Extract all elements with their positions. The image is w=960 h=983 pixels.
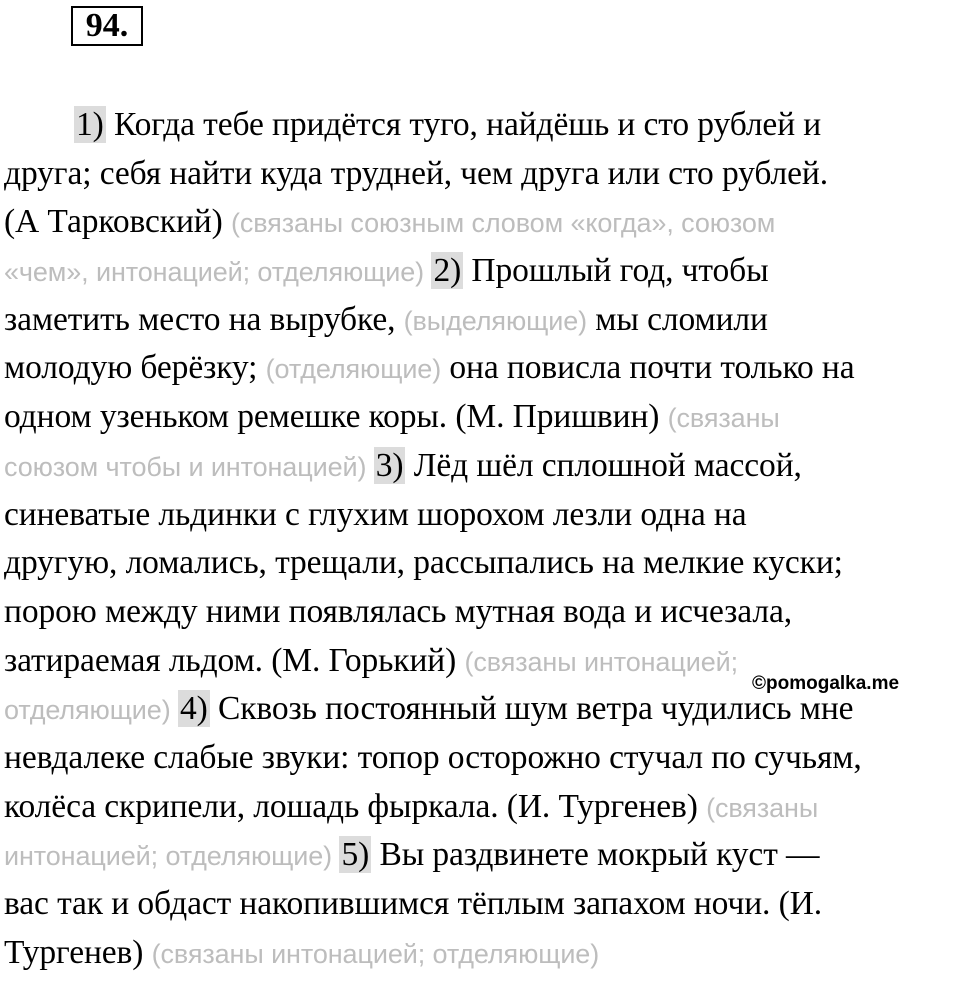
sentence-text: синеватые льдинки с глухим шорохом лезли одна на — [4, 495, 747, 533]
text-line — [4, 831, 958, 880]
sentence-text: (А Тарковский) — [4, 203, 231, 241]
sentence-number: 2) — [433, 252, 462, 290]
grammar-note: отделяющие) — [4, 695, 178, 726]
grammar-note: (связаны интонацией; отделяющие) — [151, 938, 600, 969]
sentence-text: Сквозь постоянный шум ветра чудились мне — [209, 690, 854, 728]
text-line — [4, 393, 958, 442]
text-line — [4, 734, 958, 783]
sentence-text: колёса скрипели, лошадь фыркала. (И. Тургенев) — [4, 787, 707, 825]
text-line — [4, 150, 958, 199]
text-line — [4, 247, 958, 296]
sentence-text: невдалеке слабые звуки: топор осторожно стучал по сучьям, — [4, 738, 862, 776]
sentence-text: мы сломили — [587, 300, 768, 338]
task-number-box — [71, 6, 143, 46]
text-line — [4, 588, 958, 637]
sentence-text: порою между ними появлялась мутная вода и исчезала, — [4, 592, 793, 630]
text-line — [4, 198, 958, 247]
sentence-text: одном узеньком ремешке коры. (М. Пришвин) — [4, 398, 668, 436]
sentence-text: затираемая льдом. (М. Горький) — [4, 641, 465, 679]
text-line — [4, 539, 958, 588]
sentence-text: она повисла почти только на — [441, 349, 855, 387]
text-line — [4, 491, 958, 540]
grammar-note: (связаны — [706, 792, 819, 823]
sentence-text: друга; себя найти куда трудней, чем друга или сто рублей. — [4, 154, 828, 192]
text-line — [4, 101, 958, 150]
grammar-note: (связаны союзным словом «когда», союзом — [230, 208, 776, 239]
sentence-text: Прошлый год, чтобы — [463, 252, 769, 290]
sentence-number: 1) — [76, 106, 104, 143]
sentence-text: другую, ломались, трещали, рассыпались на мелкие куски; — [4, 544, 843, 582]
grammar-note: союзом чтобы и интонацией) — [4, 451, 374, 482]
sentence-text: Когда тебе придётся туго, найдёшь и сто рублей и — [105, 106, 822, 143]
text-line — [4, 344, 958, 393]
sentence-text: заметить место на вырубке, — [4, 300, 404, 338]
text-line — [4, 929, 958, 978]
grammar-note: (связаны интонацией; — [464, 646, 738, 677]
sentence-text: молодую берёзку; — [4, 349, 266, 387]
text-line — [4, 442, 958, 491]
watermark: ©pomogalka.me — [752, 673, 900, 694]
sentence-text: Тургенев) — [4, 933, 152, 971]
text-line — [4, 783, 958, 832]
sentence-text: Вы раздвинете мокрый куст — — [371, 836, 820, 874]
grammar-note: «чем», интонацией; отделяющие) — [4, 257, 432, 288]
sentence-number: 5) — [341, 836, 370, 874]
sentence-text: вас так и обдаст накопившимся тёплым запахом ночи. (И. — [4, 885, 823, 922]
task-number: 94. — [85, 7, 129, 44]
grammar-note: (связаны — [667, 403, 780, 434]
grammar-note: (отделяющие) — [265, 354, 442, 385]
text-line — [4, 880, 958, 929]
sentence-number: 4) — [180, 690, 208, 728]
sentence-text: Лёд шёл сплошной массой, — [405, 446, 802, 484]
sentence-number: 3) — [375, 446, 404, 484]
grammar-note: интонацией; отделяющие) — [4, 841, 340, 872]
answer-text — [4, 101, 958, 977]
text-line — [4, 296, 958, 345]
grammar-note: (выделяющие) — [403, 305, 588, 336]
